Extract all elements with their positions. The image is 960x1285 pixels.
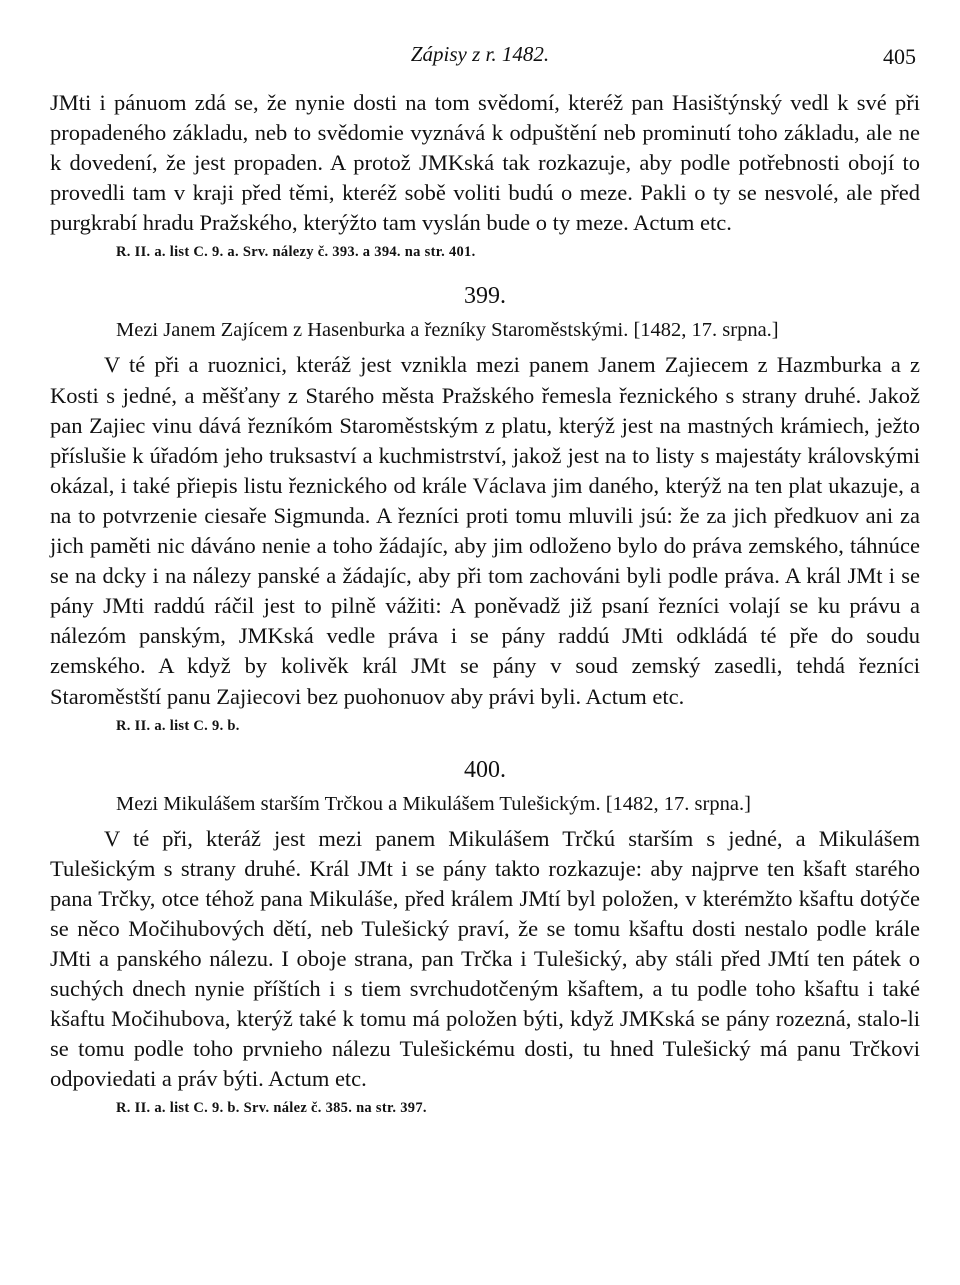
entry-paragraph: V té při a ruoznici, kteráž jest vznikla mezi panem Janem Zajiecem z Hazmburka a z Kosti s jedné, a měšťany z Starého města Pražského řemesla řeznického s strany druhé. Jakož pan Zajiec vinu dává řezníkóm Staroměstským z platu, kterýž jest na mastných krámiech, ježto příslušie k úřadóm jeho truksaství a kuchmistrství, jakož jest na to listy s majestáty královskými okázal, i také přiepis listu řeznického od krále Václava jim daného, kterýž na ten plat ukazuje, a na to potvrzenie ciesaře Sigmunda. A řezníci proti tomu mluvili jsú: že za jich předkuov ani za jich paměti nic dáváno nenie a toho žádajíc, aby jim odloženo bylo do práva zemského, táhnúce se na dcky i na nálezy panské a žádajíc, aby při tom zachováni byli podle práva. A král JMt i se pány JMti raddú ráčil jest to pilně vážiti: A poněvadž již psaní řezníci volají se ku právu a nálezóm panským, JMKská vedle práva i se pány raddú JMti odkládá té pře do soudu zemského. A když by kolivěk král JMt se pány v soud zemský zasedli, tehdá řezníci Staroměstští panu Zajiecovi bez puohonuov aby právi byli. Actum etc. [50, 352, 920, 709]
source-reference: R. II. a. list C. 9. b. Srv. nález č. 385. na str. 397. [116, 1100, 427, 1117]
body-text [50, 88, 920, 1117]
page-number: 405 [883, 44, 916, 69]
running-head [0, 38, 960, 74]
running-title: Zápisy z r. 1482. [410, 42, 550, 66]
entry-number: 400. [464, 756, 506, 783]
entry-heading: Mezi Janem Zajícem z Hasenburka a řezníky Staroměstskými. [1482, 17. srpna.] [116, 319, 779, 342]
entry-number: 399. [464, 283, 506, 310]
source-reference: R. II. a. list C. 9. a. Srv. nálezy č. 393. a 394. na str. 401. [116, 244, 476, 261]
entry-paragraph: V té při, kteráž jest mezi panem Mikulášem Trčkú starším s jedné, a Mikulášem Tulešickým s strany druhé. Král JMt i se pány takto rozkazuje: aby najprve ten kšaft starého pana Trčky, otce téhož pana Mikuláše, před králem JMtí byl položen, v kterémžto kšaftu dotýče se něco Močihubových dětí, neb Tulešický praví, že se tomu kšaftu dosti nestalo podle krále JMti a panského nálezu. I oboje strana, pan Trčka i Tulešický, aby stáli před JMtí ten pátek o suchých dnech nynie příštích i s tiem svrchudotčeným kšaftem, a tu podle toho kšaftu i také kšaftu Močihubova, kterýž také k tomu má položen býti, když JMKská se pány rozezná, stalo-li se tomu podle toho prvnieho nálezu Tulešickému dosti, tu hned Tulešický má panu Trčkovi odpoviedati a práv býti. Actum etc. [50, 825, 920, 1092]
continuation-paragraph: JMti i pánuom zdá se, že nynie dosti na tom svědomí, kteréž pan Hasištýnský vedl k své při propadeného základu, neb to svědomie vyznává k odpuštění neb prominutí toho základu, ale ne k dovedení, že jest propaden. A protož JMKská tak rozkazuje, aby podle potřebnosti obojí to provedli tam v kraji před těmi, kteréž sobě voliti budú o meze. Pakli o ty se nesvolé, ale před purgkrabí hradu Pražského, kterýžto tam vyslán bude o ty meze. Actum etc. [50, 90, 920, 236]
source-reference: R. II. a. list C. 9. b. [116, 717, 240, 734]
entry-heading: Mezi Mikulášem starším Trčkou a Mikulášem Tulešickým. [1482, 17. srpna.] [116, 792, 751, 815]
